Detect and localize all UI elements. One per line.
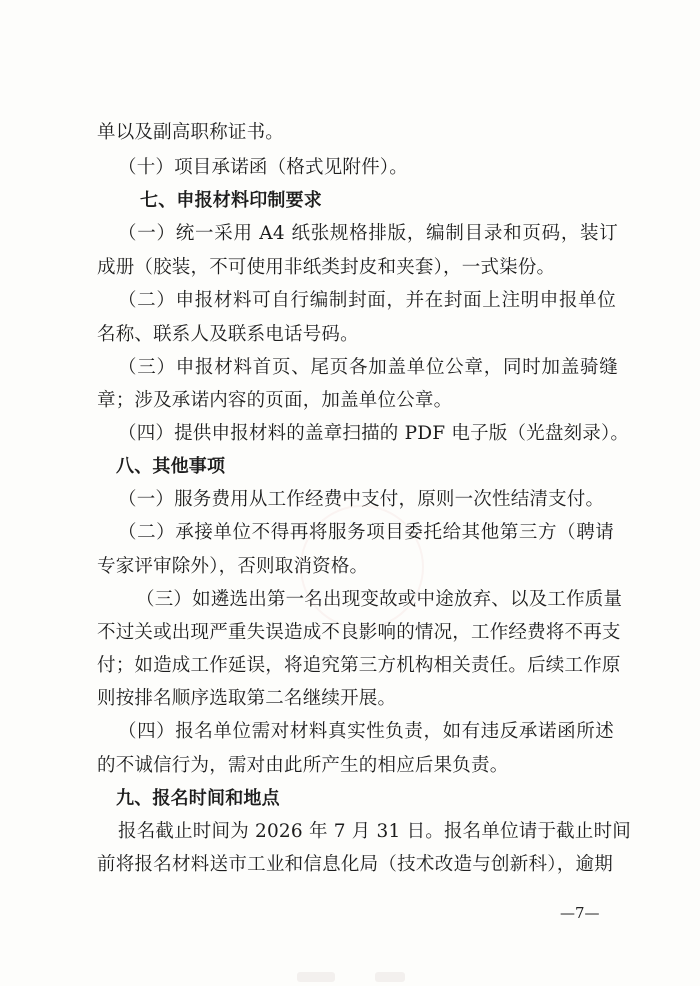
body-line-23: 前将报名材料送市工业和信息化局（技术改造与创新科），逾期 (97, 854, 613, 875)
section-heading-9: 九、报名时间和地点 (116, 788, 280, 809)
body-line-12: （一）服务费用从工作经费中支付，原则一次性结清支付。 (118, 489, 605, 510)
body-line-8: （三）申报材料首页、尾页各加盖单位公章，同时加盖骑缝 (118, 357, 618, 378)
scan-smudge-right (375, 972, 405, 982)
page-number: —7— (560, 904, 600, 922)
body-line-13: （二）承接单位不得再将服务项目委托给其他第三方（聘请 (118, 522, 614, 543)
body-line-1: 单以及副高职称证书。 (97, 122, 285, 143)
scan-smudge-left (297, 972, 335, 982)
body-line-10: （四）提供申报材料的盖章扫描的 PDF 电子版（光盘刻录）。 (118, 423, 630, 444)
body-line-17: 付；如造成工作延误，将追究第三方机构相关责任。后续工作原 (97, 655, 621, 676)
body-line-5: 成册（胶装，不可使用非纸类封皮和夹套），一式柒份。 (97, 257, 556, 278)
body-line-4: （一）统一采用 A4 纸张规格排版，编制目录和页码，装订 (118, 223, 618, 244)
body-line-22: 报名截止时间为 2026 年 7 月 31 日。报名单位请于截止时间 (118, 821, 631, 842)
body-line-9: 章；涉及承诺内容的页面，加盖单位公章。 (97, 390, 453, 411)
body-line-6: （二）申报材料可自行编制封面，并在封面上注明申报单位 (118, 290, 616, 311)
body-line-7: 名称、联系人及联系电话号码。 (97, 324, 359, 345)
body-line-14: 专家评审除外），否则取消资格。 (97, 556, 369, 577)
body-line-2: （十）项目承诺函（格式见附件）。 (118, 157, 408, 178)
body-line-20: 的不诚信行为，需对由此所产生的相应后果负责。 (97, 755, 509, 776)
body-line-18: 则按排名顺序选取第二名继续开展。 (97, 688, 397, 709)
section-heading-7: 七、申报材料印制要求 (140, 190, 322, 211)
body-line-16: 不过关或出现严重失误造成不良影响的情况，工作经费将不再支 (97, 622, 621, 643)
section-heading-8: 八、其他事项 (116, 456, 226, 477)
body-line-15: （三）如遴选出第一名出现变故或中途放弃、以及工作质量 (136, 589, 623, 610)
body-line-19: （四）报名单位需对材料真实性负责，如有违反承诺函所述 (118, 721, 614, 742)
